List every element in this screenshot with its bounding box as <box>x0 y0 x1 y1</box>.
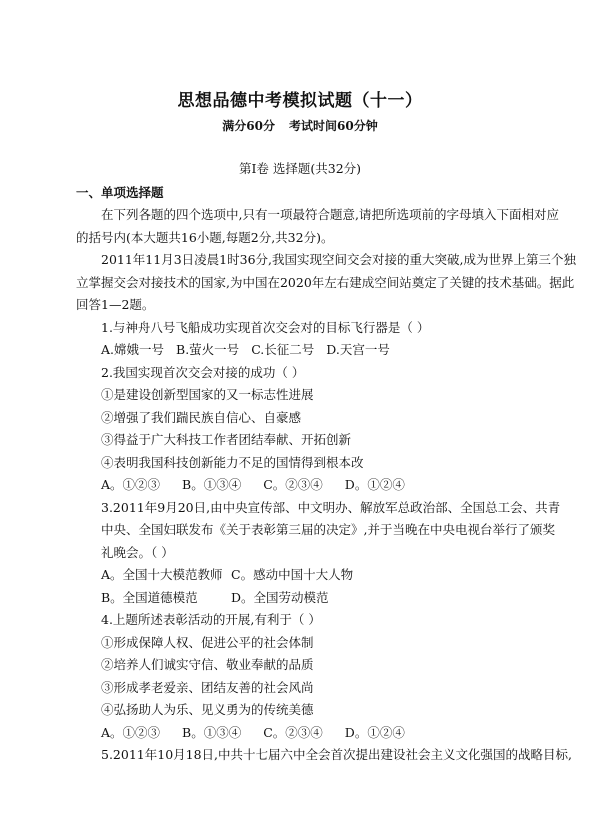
option-b: B。全国道德模范 <box>101 589 198 605</box>
question-2-item: ③得益于广大科技工作者团结奉献、开拓创新 <box>101 432 352 447</box>
option-d: D.天宫一号 <box>326 342 390 357</box>
instructions-line: 在下列各题的四个选项中,只有一项最符合题意,请把所选项前的字母填入下面相对应 <box>101 207 559 222</box>
option-d: D。全国劳动模范 <box>231 589 329 605</box>
exam-duration: 考试时间60分钟 <box>289 119 378 133</box>
option-c: C。感动中国十大人物 <box>231 567 354 582</box>
question-body <box>76 204 576 767</box>
question-4-item: ④弘扬助人为乐、见义勇为的传统美德 <box>101 702 314 717</box>
question-5-stem: 5.2011年10月18日,中共十七届六中全会首次提出建设社会主义文化强国的战略目标, <box>101 747 572 762</box>
question-2-item: ②增强了我们踹民族自信心、自豪感 <box>101 409 302 425</box>
option-c: C。②③④ <box>263 724 323 740</box>
question-3-stem: 礼晚会。（ ） <box>101 544 174 560</box>
option-d: D。①②④ <box>344 724 405 740</box>
question-2-item: ④表明我国科技创新能力不足的国情得到根本改 <box>101 454 364 470</box>
page-title: 思想品德中考模拟试题（十一） <box>177 91 423 111</box>
option-a: A。全国十大模范教师 <box>101 567 223 582</box>
question-3-stem: 中央、全国妇联发布《关于表彰第三届的决定》,并于当晚在中央电视台举行了颁奖 <box>101 522 555 537</box>
option-b: B。①③④ <box>182 477 242 492</box>
question-1-options <box>76 339 524 362</box>
section-heading: 一、单项选择题 <box>76 185 164 200</box>
question-4-item: ③形成孝老爱亲、团结友善的社会风尚 <box>101 679 314 695</box>
question-3-stem: 3.2011年9月20日,由中央宣传部、中文明办、解放军总政治部、全国总工会、共青 <box>101 499 561 515</box>
question-4-item: ②培养人们诚实守信、敬业奉献的品质 <box>101 657 314 672</box>
option-a: A。①②③ <box>101 477 161 492</box>
option-b: B。①③④ <box>182 724 242 740</box>
option-a: A.嫦娥一号 <box>101 342 165 357</box>
question-4-item: ①形成保障人权、促进公平的社会体制 <box>101 634 314 650</box>
question-3-options <box>76 587 524 610</box>
option-c: C.长征二号 <box>251 342 315 357</box>
material-line: 回答1—2题。 <box>76 297 155 312</box>
option-c: C。②③④ <box>263 477 323 492</box>
option-a: A。①②③ <box>101 724 161 740</box>
total-score: 满分60分 <box>222 119 275 133</box>
material-line: 2011年11月3日凌晨1时36分,我国实现空间交会对接的重大突破,成为世界上第三个独 <box>101 252 576 267</box>
question-3-options <box>76 564 524 587</box>
question-4-options <box>76 722 524 745</box>
question-2-item: ①是建设创新型国家的又一标志性进展 <box>101 387 314 402</box>
instructions-line: 的括号内(本大题共16小题,每题2分,共32分)。 <box>76 229 334 245</box>
option-d: D。①②④ <box>344 477 405 492</box>
question-2-options <box>76 474 524 497</box>
option-b: B.萤火一号 <box>176 342 240 357</box>
question-1-stem: 1.与神舟八号飞船成功实现首次交会对的目标飞行器是（ ） <box>101 319 430 335</box>
question-4-stem: 4.上题所述表彰活动的开展,有利于（ ） <box>101 612 321 627</box>
material-line: 立掌握交会对接技术的国家,为中国在2020年左右建成空间站奠定了关键的技术基础。据此 <box>76 274 575 290</box>
part-title: 第Ⅰ卷 选择题(共32分) <box>238 161 362 176</box>
question-2-stem: 2.我国实现首次交会对接的成功（ ） <box>101 364 305 380</box>
exam-info <box>0 117 600 134</box>
